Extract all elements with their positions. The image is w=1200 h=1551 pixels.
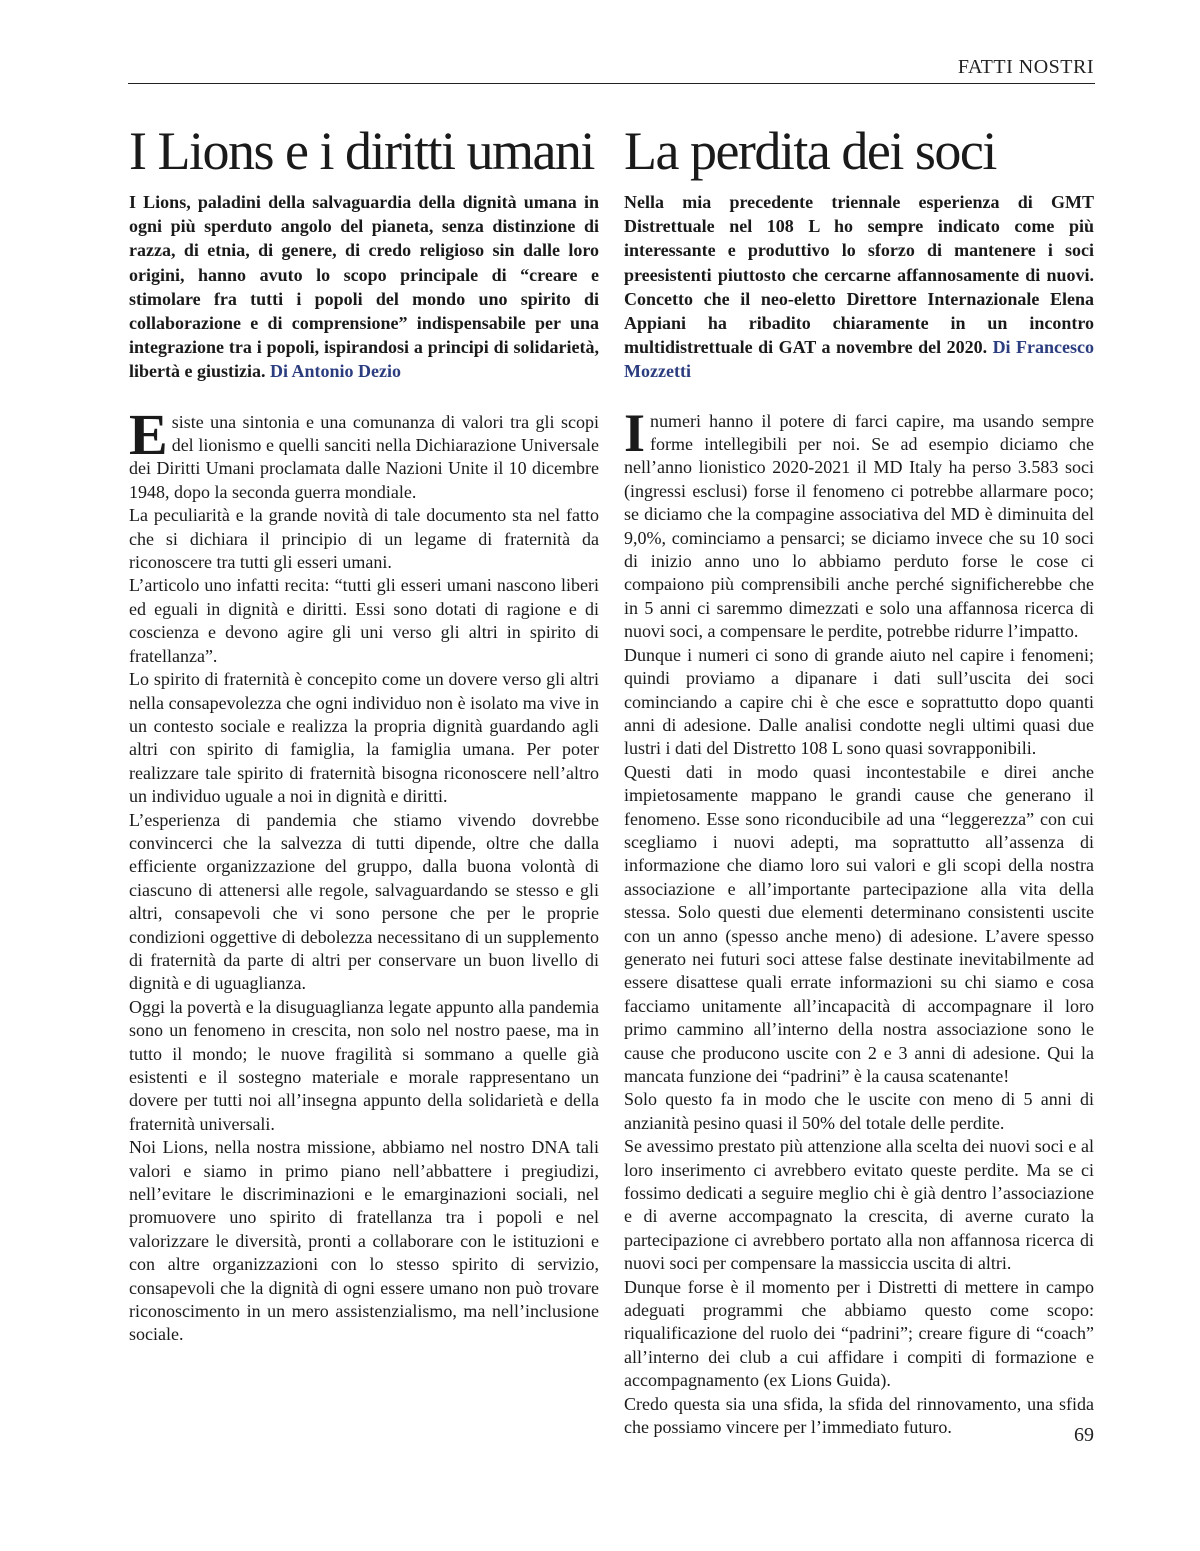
article-body bbox=[624, 402, 1094, 1440]
lead-text: I Lions, paladini della salvaguardia della dignità umana in ogni più sperduto angolo del pianeta, senza distinzione di razza, di etnia, di genere, di credo religioso sin dalle loro origini, hanno avuto lo scopo principale di “creare e stimolare fra tutti i popoli del mondo uno spirito di collaborazione e di comprensione” indispensabile per una integrazione tra i popoli, ispirandosi a principi di solidarietà, libertà e giustizia. bbox=[129, 192, 599, 382]
paragraph-text: siste una sintonia e una comunanza di valori tra gli scopi del lionismo e quelli sanciti nella Dichiarazione Universale dei Diritti Umani proclamata dalle Nazioni Unite il 10 dicembre 1948, dopo la seconda guerra mondiale. bbox=[129, 411, 599, 502]
section-label: FATTI NOSTRI bbox=[957, 56, 1094, 78]
article-author: Di Francesco Mozzetti bbox=[624, 337, 1095, 382]
body-paragraph: Credo questa sia una sfida, la sfida del rinnovamento, una sfida che possiamo vincere per l’immediato futuro. bbox=[624, 1393, 1094, 1438]
body-paragraph: Lo spirito di fraternità è concepito come un dovere verso gli altri nella consapevolezza che ogni individuo non è isolato ma vive in un contesto sociale e realizza la propria dignità guardando agli altri con spirito di famiglia, la famiglia umana. Per poter realizzare tale spirito di fraternità bisogna riconoscere nell’altro un individuo uguale a noi in dignità e diritti. bbox=[129, 669, 599, 807]
paragraph-text: numeri hanno il potere di farci capire, ma usando sempre forme intellegibili per noi. Se ad esempio diciamo che nell’anno lionistico 2020-2021 il MD Italy ha perso 3.583 soci (ingressi esclusi) forse il fenomeno ci potrebbe allarmare poco; se diciamo che la compagine associativa del MD è diminuita del 9,0%, cominciamo a pensarci; se diciamo invece che su 10 soci di inizio anno uno lo abbiamo perduto forse le cose ci compaiono più comprensibili anche perché significherebbe che in 5 anni ci saremmo dimezzati e solo una affannosa ricerca di nuovi soci, a compensare le perdite, potrebbe ridurre l’impatto. bbox=[624, 410, 1094, 642]
page-number: 69 bbox=[1074, 1424, 1094, 1446]
body-paragraph bbox=[624, 402, 1094, 644]
drop-cap: E bbox=[129, 401, 168, 467]
article-perdita-soci bbox=[624, 118, 1094, 1440]
body-paragraph: Oggi la povertà e la disuguaglianza legate appunto alla pandemia sono un fenomeno in crescita, non solo nel nostro paese, ma in tutto il mondo; le nuove fragilità si sommano a quelle già esistenti e il sostegno materiale e morale rappresentano un dovere per tutti noi all’insegna appunto della solidarietà e della fraternità universali. bbox=[129, 996, 599, 1134]
body-paragraph: Solo questo fa in modo che le uscite con meno di 5 anni di anzianità pesino quasi il 50% del totale delle perdite. bbox=[624, 1089, 1094, 1133]
article-lead bbox=[129, 190, 599, 384]
body-paragraph bbox=[129, 401, 599, 505]
article-body bbox=[129, 401, 599, 1347]
article-lions-diritti-umani bbox=[129, 118, 599, 1347]
article-title: I Lions e i diritti umani bbox=[129, 121, 594, 181]
body-paragraph: Se avessimo prestato più attenzione alla scelta dei nuovi soci e al loro inserimento ci avrebbero evitato queste perdite. Ma se ci fossimo dedicati a seguire meglio chi è già dentro l’associazione e di averne accompagnato la crescita, di averne curato la partecipazione ci avrebbero portato alla non affannosa ricerca di nuovi soci per compensare la massiccia uscita di altri. bbox=[624, 1136, 1094, 1274]
article-lead bbox=[624, 190, 1094, 384]
drop-cap: I bbox=[624, 402, 646, 463]
body-paragraph: Noi Lions, nella nostra missione, abbiamo nel nostro DNA tali valori e siamo in primo piano nell’abbattere i pregiudizi, nell’evitare le discriminazioni e le emarginazioni sociali, nel promuovere uno spirito di fratellanza tra i popoli e nel valorizzare le diversità, pronti a collaborare con le istituzioni e con altre organizzazioni con lo stesso spirito di servizio, consapevoli che la dignità di ogni essere umano non può trovare riconoscimento in un mero assistenzialismo, ma nell’inclusione sociale. bbox=[129, 1137, 599, 1345]
body-paragraph: L’articolo uno infatti recita: “tutti gli esseri umani nascono liberi ed eguali in dignità e diritti. Essi sono dotati di ragione e di coscienza e devono agire gli uni verso gli altri in spirito di fratellanza”. bbox=[129, 575, 599, 666]
body-paragraph: Questi dati in modo quasi incontestabile e direi anche impietosamente mappano le grandi cause che generano il fenomeno. Esse sono riconducibile ad una “leggerezza” con cui scegliamo i nuovi adepti, ma soprattutto all’assenza di informazione che diamo loro sui valori e gli scopi della nostra associazione e all’importante partecipazione alla vita della stessa. Solo questi due elementi determinano consistenti uscite con un anno (spesso anche meno) di adesione. L’avere spesso generato nei futuri soci attese false destinate inevitabilmente ad essere disattese quali errate informazioni su chi siamo e cosa facciamo unitamente all’incapacità di accompagnare il loro primo cammino all’interno della nostra associazione sono le cause che producono uscite con 2 e 3 anni di adesione. Qui la mancata funzione dei “padrini” è la causa scatenante! bbox=[624, 761, 1094, 1086]
article-title: La perdita dei soci bbox=[624, 121, 996, 181]
body-paragraph: Dunque forse è il momento per i Distretti di mettere in campo adeguati programmi che abbiamo questo come scopo: riqualificazione del ruolo dei “padrini”; creare figure di “coach” all’interno dei club a cui affidare i compiti di formazione e accompagnamento (ex Lions Guida). bbox=[624, 1276, 1094, 1391]
body-paragraph: Dunque i numeri ci sono di grande aiuto nel capire i fenomeni; quindi proviamo a dipanare i dati sull’uscita dei soci cominciando a capire chi è che esce e soprattutto dopo quanti anni di adesione. Dalle analisi condotte negli ultimi quasi due lustri i dati del Distretto 108 L sono quasi sovrapponibili. bbox=[624, 644, 1094, 759]
lead-text: Nella mia precedente triennale esperienza di GMT Distrettuale nel 108 L ho sempre indicato come più interessante e produttivo lo sforzo di mantenere i soci preesistenti piuttosto che cercarne affannosamente di nuovi. Concetto che il neo-eletto Direttore Internazionale Elena Appiani ha ribadito chiaramente in un incontro multidistrettuale di GAT a novembre del 2020. bbox=[624, 192, 1094, 358]
body-paragraph: La peculiarità e la grande novità di tale documento sta nel fatto che si dichiara il principio di un legame di fraternità da riconoscere tra tutti gli esseri umani. bbox=[129, 505, 599, 573]
article-author: Di Antonio Dezio bbox=[269, 361, 401, 382]
header-divider bbox=[128, 83, 1095, 84]
body-paragraph: L’esperienza di pandemia che stiamo vivendo dovrebbe convincerci che la salvezza di tutti dipende, oltre che dalla efficiente organizzazione del gruppo, dalla buona volontà di ciascuno di attenersi alle regole, salvaguardando se stesso e gli altri, consapevoli che vi sono persone che per le proprie condizioni oggettive di debolezza necessitano di un supplemento di fraternità da parte di altri per conservare un buon livello di dignità e di uguaglianza. bbox=[129, 809, 599, 994]
